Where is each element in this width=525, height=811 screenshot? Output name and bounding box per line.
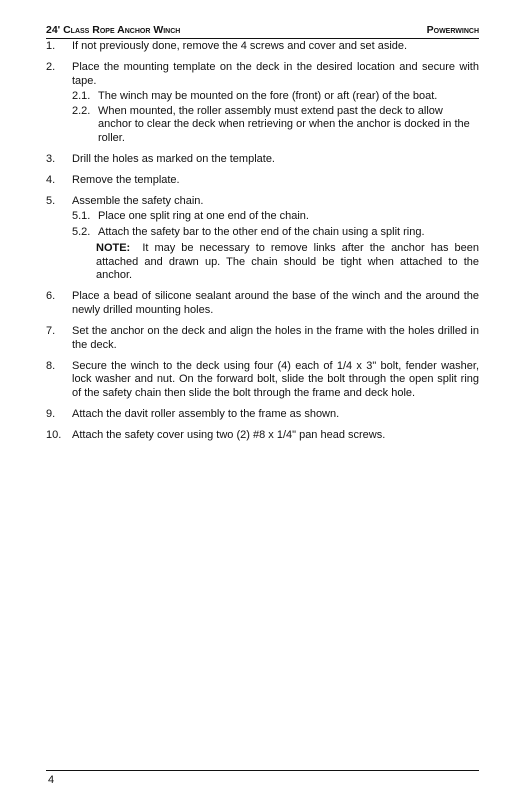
substep-number: 2.1. bbox=[72, 89, 91, 102]
step-9 bbox=[46, 408, 479, 422]
step-text: Remove the template. bbox=[72, 174, 180, 187]
step-2 bbox=[46, 61, 479, 146]
step-text: Place a bead of silicone sealant around the base of the winch and the around the newly drilled mounting holes. bbox=[72, 290, 479, 316]
substep-2-1 bbox=[72, 90, 479, 104]
substep-number: 2.2. bbox=[72, 104, 91, 117]
step-5 bbox=[46, 195, 479, 283]
step-body bbox=[72, 61, 479, 146]
step-7 bbox=[46, 325, 479, 352]
substep-number: 5.1. bbox=[72, 210, 91, 223]
note-label: NOTE: bbox=[96, 242, 131, 255]
step-number: 6. bbox=[46, 290, 56, 303]
step-text: Attach the safety cover using two (2) #8 x 1/4" pan head screws. bbox=[72, 429, 386, 442]
brand-name: Powerwinch bbox=[426, 24, 479, 36]
step-number: 4. bbox=[46, 174, 56, 187]
step-text: Assemble the safety chain. bbox=[72, 195, 204, 208]
step-6 bbox=[46, 290, 479, 317]
page-header bbox=[46, 24, 479, 39]
step-text: Set the anchor on the deck and align the holes in the frame with the holes drilled in the deck. bbox=[72, 325, 479, 351]
step-text: Place the mounting template on the deck in the desired location and secure with tape. bbox=[72, 61, 479, 87]
instructions-list bbox=[46, 40, 479, 450]
step-number: 5. bbox=[46, 195, 56, 208]
substep-number: 5.2. bbox=[72, 225, 91, 238]
footer-divider bbox=[46, 770, 479, 771]
substep-text: When mounted, the roller assembly must extend past the deck to allow anchor to clear the deck when retrieving or when the anchor is docked in the roller. bbox=[98, 104, 470, 145]
step-number: 3. bbox=[46, 153, 56, 166]
step-8 bbox=[46, 360, 479, 401]
step-number: 1. bbox=[46, 40, 56, 52]
step-number: 10. bbox=[46, 429, 62, 442]
step-number: 7. bbox=[46, 325, 56, 338]
substep-5-2 bbox=[72, 226, 479, 240]
safety-note bbox=[96, 242, 479, 283]
step-text: If not previously done, remove the 4 screws and cover and set aside. bbox=[72, 40, 408, 52]
step-10 bbox=[46, 429, 479, 443]
substep-text: Place one split ring at one end of the chain. bbox=[98, 210, 309, 223]
step-4 bbox=[46, 174, 479, 188]
step-text: Drill the holes as marked on the template. bbox=[72, 153, 275, 166]
document-title: 24' Class Rope Anchor Winch bbox=[46, 24, 181, 36]
page-number: 4 bbox=[48, 774, 55, 786]
step-number: 2. bbox=[46, 61, 56, 74]
substep-text: The winch may be mounted on the fore (front) or aft (rear) of the boat. bbox=[98, 89, 438, 102]
step-number: 8. bbox=[46, 359, 56, 372]
substep-2-2 bbox=[72, 105, 479, 146]
step-text: Secure the winch to the deck using four (4) each of 1/4 x 3" bolt, fender washer, lock washer and nut. On the forward bolt, slide the bolt through the open split ring of the safety chain then slide the bolt through the frame and deck hole. bbox=[72, 359, 479, 399]
step-1 bbox=[46, 40, 479, 54]
note-text: It may be necessary to remove links after the anchor has been attached and drawn up. The chain should be tight when attached to the anchor. bbox=[96, 242, 479, 282]
step-body bbox=[72, 195, 479, 283]
step-number: 9. bbox=[46, 408, 56, 421]
substep-text: Attach the safety bar to the other end of the chain using a split ring. bbox=[98, 225, 425, 238]
step-text: Attach the davit roller assembly to the frame as shown. bbox=[72, 408, 340, 421]
step-3 bbox=[46, 153, 479, 167]
substep-5-1 bbox=[72, 210, 479, 224]
